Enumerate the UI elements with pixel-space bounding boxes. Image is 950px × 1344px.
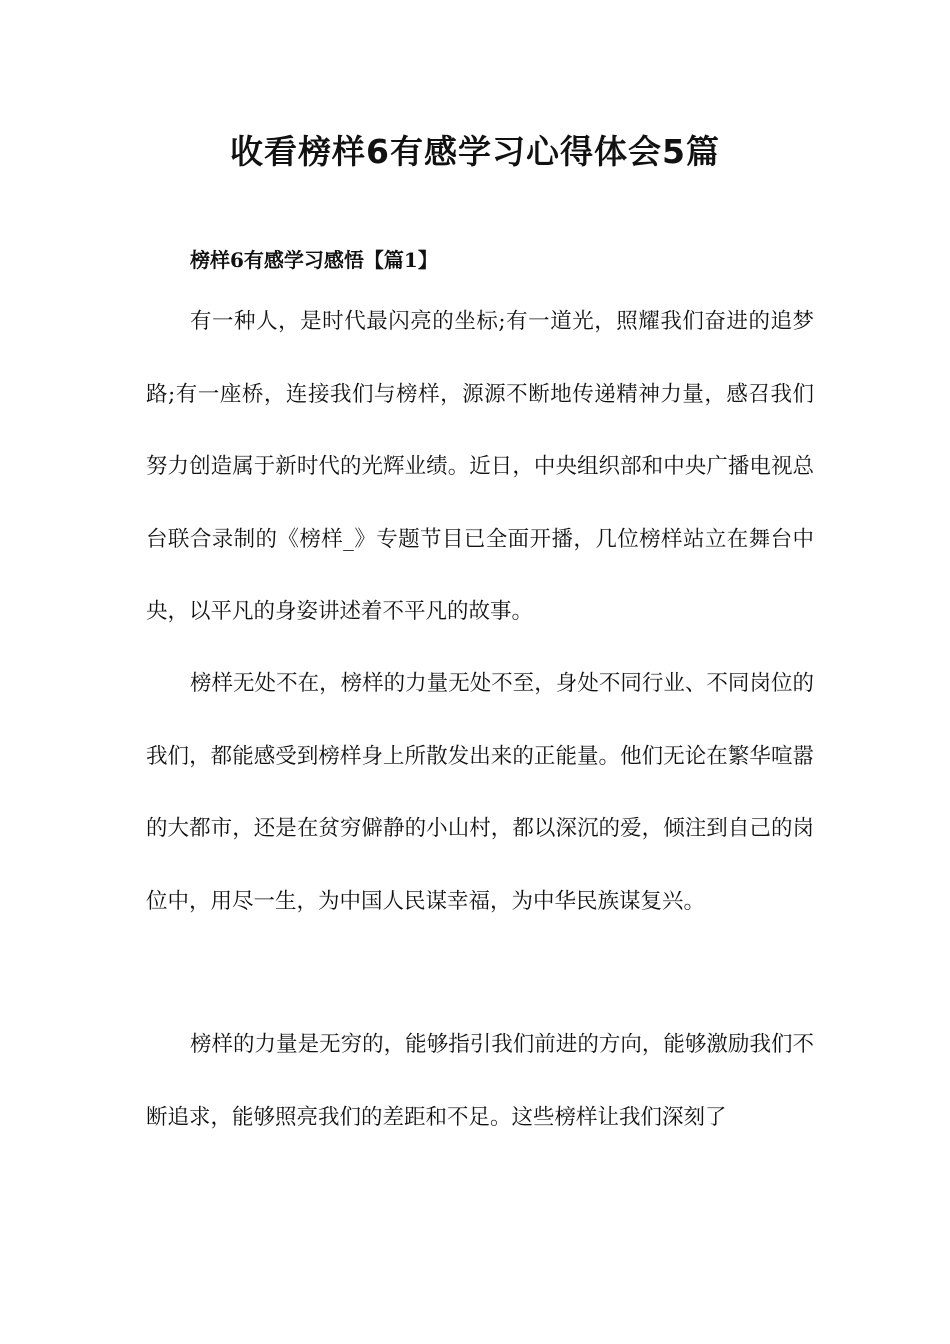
document-title: 收看榜样6有感学习心得体会5篇 — [230, 132, 720, 171]
paragraph-2: 榜样无处不在，榜样的力量无处不至，身处不同行业、不同岗位的我们，都能感受到榜样身上所散发出来的正能量。他们无论在繁华喧嚣的大都市，还是在贫穷僻静的小山村，都以深沉的爱，倾注到自己的岗位中，用尽一生，为中国人民谋幸福，为中华民族谋复兴。 — [146, 671, 814, 914]
section-heading: 榜样6有感学习感悟【篇1】 — [190, 248, 438, 272]
paragraph-3: 榜样的力量是无穷的，能够指引我们前进的方向，能够激励我们不断追求，能够照亮我们的差距和不足。这些榜样让我们深刻了 — [146, 1032, 814, 1130]
paragraph-1: 有一种人，是时代最闪亮的坐标;有一道光，照耀我们奋进的追梦路;有一座桥，连接我们与榜样，源源不断地传递精神力量，感召我们努力创造属于新时代的光辉业绩。近日，中央组织部和中央广播电视总台联合录制的《榜样_》专题节目已全面开播，几位榜样站立在舞台中央，以平凡的身姿讲述着不平凡的故事。 — [146, 309, 814, 624]
